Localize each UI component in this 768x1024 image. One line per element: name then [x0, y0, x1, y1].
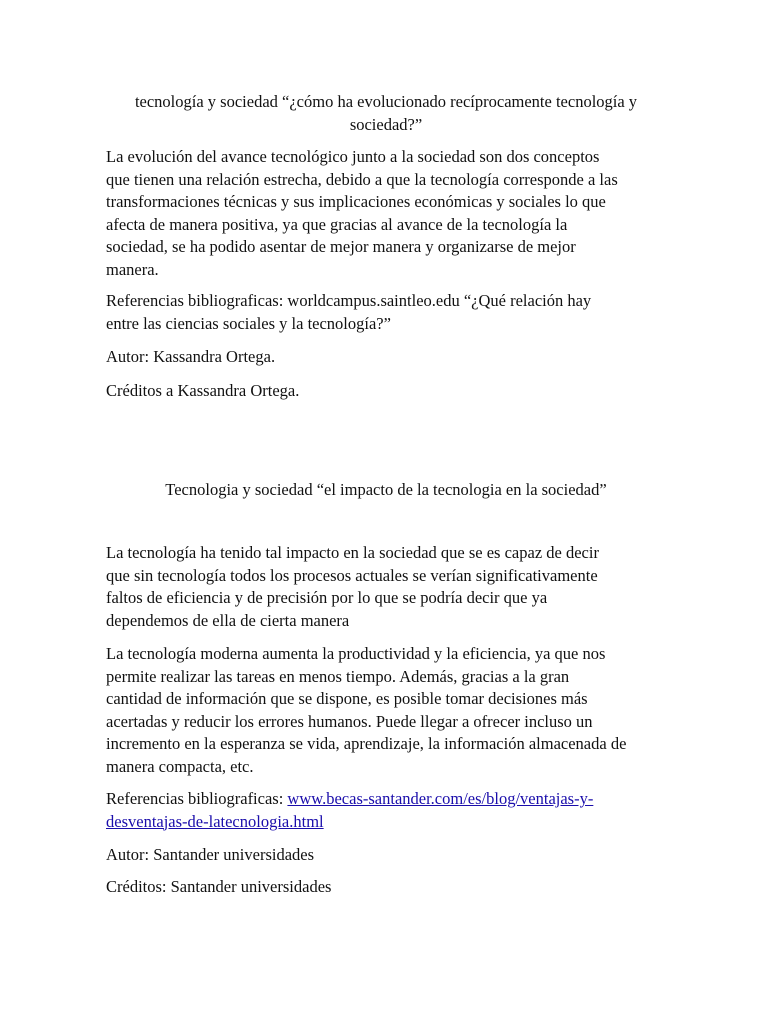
section2-body2-line: incremento en la esperanza se vida, aprendizaje, la información almacenada de: [106, 734, 627, 753]
section2-references: [106, 788, 666, 833]
section2-body2-line: acertadas y reducir los errores humanos. Puede llegar a ofrecer incluso un: [106, 711, 593, 731]
references-link-continued[interactable]: desventajas-de-latecnologia.html: [106, 811, 324, 831]
section2-body2-line: cantidad de información que se dispone, es posible tomar decisiones más: [106, 689, 588, 708]
section1-body-line: La evolución del avance tecnológico junto a la sociedad son dos conceptos: [106, 147, 600, 166]
section2-body2-line: La tecnología moderna aumenta la productividad y la eficiencia, ya que nos: [106, 644, 606, 663]
section1-title: [106, 90, 666, 136]
section2-body2-line: permite realizar las tareas en menos tiempo. Además, gracias a la gran: [106, 666, 570, 686]
section1-references-line: entre las ciencias sociales y la tecnología?”: [106, 313, 391, 333]
section1-references: [106, 290, 666, 335]
section2-body-2: [106, 643, 666, 778]
section2-references-label: Referencias bibliograficas:: [106, 789, 288, 808]
section1-body-line: transformaciones técnicas y sus implicaciones económicas y sociales lo que: [106, 192, 606, 211]
section1-references-line: Referencias bibliograficas: worldcampus.saintleo.edu “¿Qué relación hay: [106, 291, 592, 310]
section2-body1-line: faltos de eficiencia y de precisión por lo que se podría decir que ya: [106, 588, 548, 607]
section2-body1-line: que sin tecnología todos los procesos actuales se verían significativamente: [106, 565, 598, 585]
section1-body: [106, 146, 666, 281]
section1-body-line: sociedad, se ha podido asentar de mejor manera y organizarse de mejor: [106, 237, 576, 256]
section2-body2-line: manera compacta, etc.: [106, 756, 254, 776]
section2-credits: Créditos: Santander universidades: [106, 877, 332, 896]
section1-credits: Créditos a Kassandra Ortega.: [106, 381, 300, 400]
section2-body1-line: La tecnología ha tenido tal impacto en la sociedad que se es capaz de decir: [106, 543, 599, 562]
section1-body-line: que tienen una relación estrecha, debido a que la tecnología corresponde a las: [106, 169, 618, 189]
section2-title: Tecnologia y sociedad “el impacto de la tecnologia en la sociedad”: [165, 480, 607, 499]
section2-body1-line: dependemos de ella de cierta manera: [106, 610, 350, 630]
section2-author: Autor: Santander universidades: [106, 845, 315, 864]
section2-body-1: [106, 542, 666, 632]
section1-title-line: tecnología y sociedad “¿cómo ha evolucionado recíprocamente tecnología y: [134, 92, 638, 111]
section1-body-line: manera.: [106, 259, 159, 279]
section1-body-line: afecta de manera positiva, ya que gracias al avance de la tecnología la: [106, 214, 568, 234]
section1-author: Autor: Kassandra Ortega.: [106, 347, 276, 366]
section1-title-line: sociedad?”: [349, 115, 423, 134]
references-link[interactable]: www.becas-santander.com/es/blog/ventajas-y-: [287, 789, 594, 808]
